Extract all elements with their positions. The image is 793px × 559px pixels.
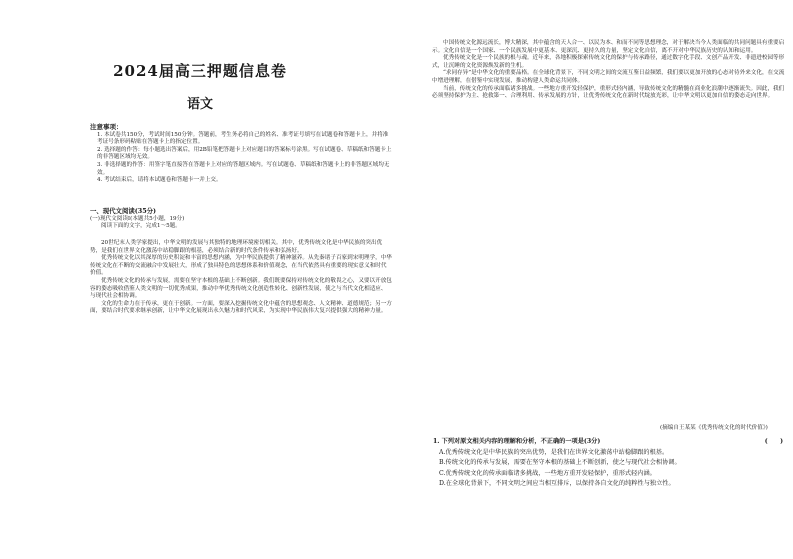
passage-paragraph: 中国传统文化源远流长，博大精深，其中蕴含的天人合一、以民为本、和而不同等思想理念，对于解决当今人类面临的共同问题具有重要启示。文化自信是一个国家、一个民族发展中更基本、更深沉、更持久的力量，坚定文化自信，离不开对中华民族历史的认知和运用。 — [432, 40, 785, 54]
exam-title: 2024届高三押题信息卷 — [113, 62, 287, 80]
question-stem-text: 1. 下列对原文相关内容的理解和分析，不正确的一项是(3分) — [433, 438, 601, 445]
subsection-heading: (一)现代文阅读Ⅰ(本题共5小题，19分) — [90, 215, 185, 222]
passage-paragraph: 优秀传统文化的传承与发展，需要在坚守本根的基础上不断创新。我们既要保持对传统文化的敬畏之心，又要以开放包容的姿态吸收借鉴人类文明的一切优秀成果，推动中华优秀传统文化创造性转化、创新性发展，使之与当代文化相适应、与现代社会相协调。 — [90, 277, 392, 300]
passage-paragraph: 当前，传统文化的传承面临诸多挑战。一些地方重开发轻保护，重形式轻内涵，导致传统文化的精髓在商业化浪潮中逐渐流失。因此，我们必须坚持保护为主、抢救第一、合理利用、传承发展的方针，让优秀传统文化在新时代绽放光彩，让中华文明以更加自信的姿态走向世界。 — [432, 85, 785, 100]
notes-block — [90, 124, 392, 185]
reading-instruction: 阅读下面的文字，完成1～5题。 — [101, 223, 181, 230]
question-stem — [433, 437, 783, 448]
passage-source: (摘编自王某某《优秀传统文化的时代价值》) — [660, 425, 768, 431]
note-item: 4. 考试结束后，请将本试题卷和答题卡一并上交。 — [97, 177, 222, 184]
passage-paragraph: 文化的生命力在于传承，更在于创新。一方面，要深入挖掘传统文化中蕴含的思想观念、人文精神、道德规范；另一方面，要结合时代要求继承创新，让中华文化展现出永久魅力和时代风采，为实现中华民族伟大复兴提供强大的精神力量。 — [90, 300, 392, 315]
passage-paragraph: 20世纪末人类学家提出，中华文明的发展与其独特的地理环境密切相关。其中，优秀传统文化是中华民族的突出优势，是我们在世界文化激荡中站稳脚跟的根基，必须结合新的时代条件传承和弘扬好。 — [90, 240, 383, 254]
question-option: D.在全球化背景下，不同文明之间应当相互排斥，以保持各自文化的纯粹性与独立性。 — [439, 480, 675, 488]
passage-left — [90, 240, 392, 316]
section-block — [90, 208, 392, 231]
question-option: B.传统文化的传承与发展，需要在坚守本根的基础上不断创新，使之与现代社会相协调。 — [439, 459, 681, 467]
note-item: 3. 非选择题的作答：用签字笔直接答在答题卡上对应的答题区域内。写在试题卷、草稿纸和答题卡上的非答题区域均无效。 — [97, 161, 390, 176]
subject-title: 语文 — [186, 97, 213, 112]
passage-right — [432, 40, 787, 101]
note-item: 1. 本试卷共150分，考试时间150分钟。答题前，考生务必将自己的姓名、准考证号填写在试题卷和答题卡上，并将准考证号条形码粘贴在答题卡上的指定位置。 — [97, 131, 389, 146]
question-1 — [433, 437, 783, 490]
passage-paragraph: “求同存异”是中华文化的重要品格。在全球化背景下，不同文明之间的交流互鉴日益频繁，我们要以更加开放的心态对待外来文化，在交流中增进理解，在借鉴中实现发展，推动构建人类命运共同体。 — [432, 70, 785, 84]
notes-heading: 注意事项： — [90, 123, 123, 131]
right-column — [400, 0, 793, 559]
passage-paragraph: 优秀传统文化以其深厚的历史积淀和丰富的思想内涵，为中华民族提供了精神滋养。从先秦诸子百家到宋明理学，中华传统文化在不断的交流融合中发展壮大，形成了独具特色的思想体系和价值观念，在当代依然具有重要的现实意义和时代价值。 — [90, 255, 392, 277]
question-option: A.优秀传统文化是中华民族的突出优势，是我们在世界文化激荡中站稳脚跟的根基。 — [439, 448, 669, 456]
passage-paragraph: 优秀传统文化是一个民族的根与魂。近年来，各地积极探索传统文化的保护与传承路径，通过数字化手段、文创产品开发、非遗进校园等形式，让沉睡的文化资源焕发新的生机。 — [432, 55, 785, 69]
section-heading: 一、现代文阅读(35分) — [90, 207, 157, 215]
question-option: C.优秀传统文化的传承面临诸多挑战，一些地方重开发轻保护，重形式轻内涵。 — [439, 469, 656, 477]
answer-bracket: ( ) — [764, 438, 783, 445]
note-item: 2. 选择题的作答：每小题选出答案后，用2B铅笔把答题卡上对应题目的答案标号涂黑。写在试题卷、草稿纸和答题卡上的非答题区域均无效。 — [97, 146, 392, 161]
